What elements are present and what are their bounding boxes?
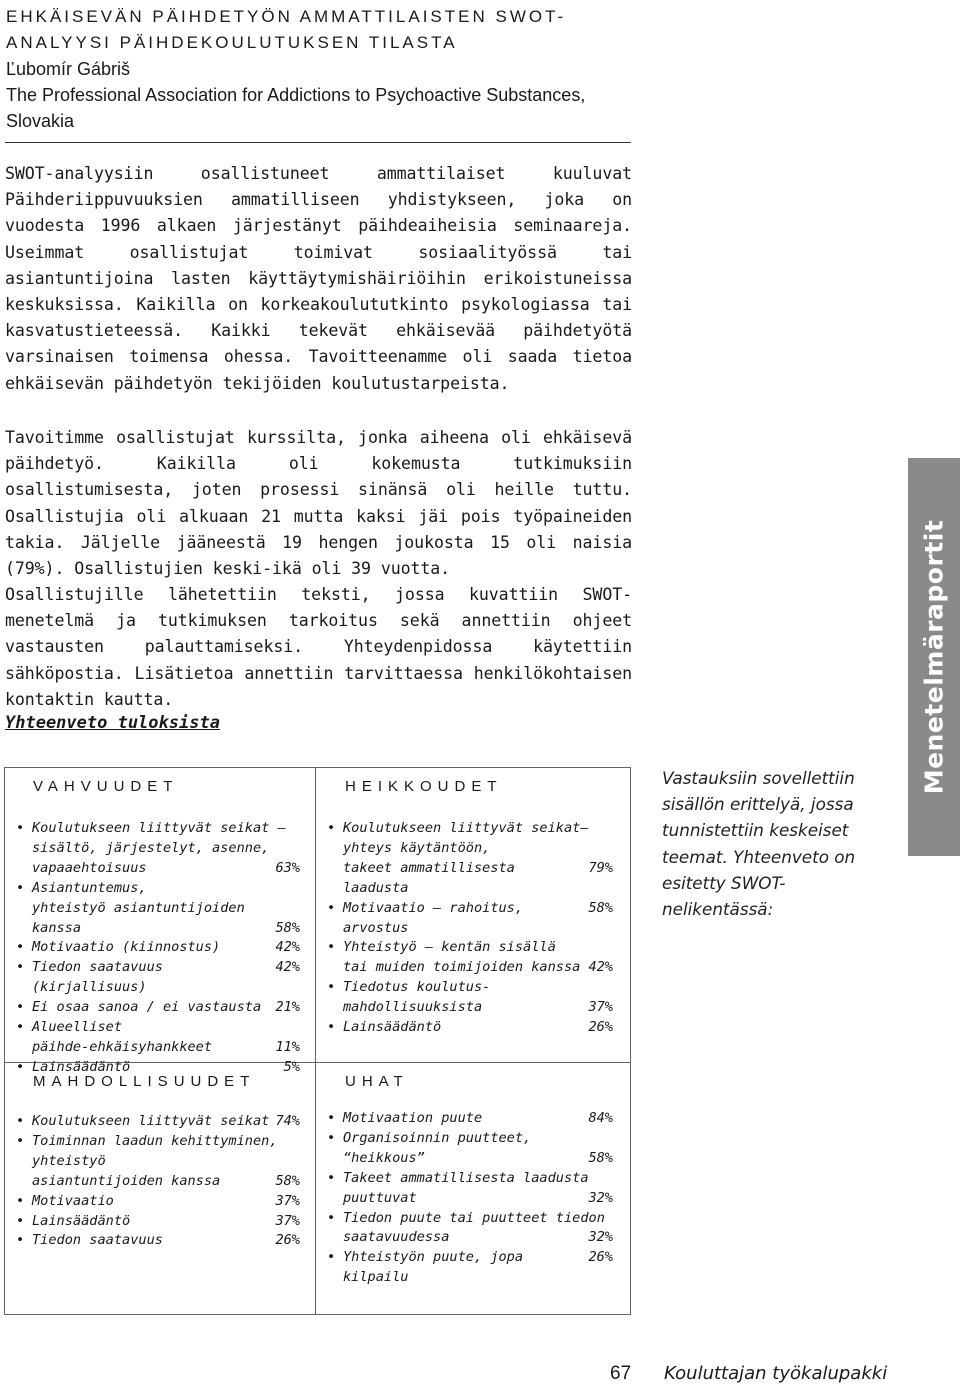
swot-item-text: tai muiden toimijoiden kanssa bbox=[343, 959, 581, 976]
swot-item-line bbox=[343, 1109, 613, 1129]
swot-item-text: asiantuntijoiden kanssa bbox=[32, 1172, 221, 1189]
swot-item-line bbox=[343, 859, 613, 899]
swot-item-line bbox=[343, 1018, 613, 1038]
swot-item-line bbox=[343, 998, 613, 1018]
swot-item-line bbox=[32, 958, 300, 998]
swot-item-text: • Tiedon puute tai puutteet tiedon bbox=[343, 1209, 605, 1226]
swot-item-line bbox=[343, 1209, 613, 1229]
paragraph-2: Tavoitimme osallistujat kurssilta, jonka aiheena oli ehkäisevä päihdetyö. Kaikilla oli kokemusta tutkimuksiin osallistumisesta, joten prosessi sinänsä oli heille tuttu. Osallistujia oli alkuaan 21 mutta kaksi jäi pois työpaineiden takia. Jäljelle jääneestä 19 hengen joukosta 15 oli naisia (79%). Osallistujien keski-ikä oli 39 vuotta. bbox=[5, 428, 632, 579]
swot-item-percentage: 26% bbox=[588, 1249, 613, 1266]
page-number: 67 bbox=[610, 1363, 632, 1384]
swot-item-text: • Yhteistyö – kentän sisällä bbox=[343, 939, 556, 956]
swot-item-text: takeet ammatillisesta laadusta bbox=[343, 859, 515, 896]
swot-item-text: yhteys käytäntöön, bbox=[343, 839, 491, 856]
swot-item-percentage: 74% bbox=[275, 1113, 300, 1129]
swot-item-line bbox=[343, 1248, 613, 1288]
swot-item-percentage: 58% bbox=[275, 1172, 300, 1189]
swot-item bbox=[325, 1018, 613, 1038]
swot-item bbox=[325, 1109, 613, 1129]
swot-item-text: yhteistyö bbox=[32, 1152, 106, 1169]
weaknesses-list bbox=[325, 819, 613, 1038]
paragraph-1: SWOT-analyysiin osallistuneet ammattilaiset kuuluvat Päihderiippuvuuksien ammatilliseen yhdistykseen, joka on vuodesta 1996 alkaen järjestänyt päihdeaiheisia seminaareja. Useimmat osallistujat toimivat sosiaalityössä tai asiantuntijoina lasten käyttäytymishäiriöihin erikoistuneissa keskuksissa. Kaikilla on korkeakoulututkinto psykologiassa tai kasvatustieteessä. Kaikki tekevät ehkäisevää päihdetyötä varsinaisen toimensa ohessa. Tavoitteenamme oli saada tietoa ehkäisevän päihdetyön tekijöiden koulutustarpeista. bbox=[5, 164, 632, 393]
title-line-1: EHKÄISEVÄN PÄIHDETYÖN AMMATTILAISTEN SWOT- bbox=[6, 7, 567, 26]
swot-item-text: • Tiedon saatavuus bbox=[32, 1232, 163, 1249]
publication-title: Kouluttajan työkalupakki bbox=[664, 1363, 888, 1384]
swot-item-line bbox=[32, 819, 300, 839]
swot-item-text: • Koulutukseen liittyvät seikat — bbox=[32, 820, 286, 836]
swot-item-percentage: 37% bbox=[275, 1192, 300, 1209]
swot-item-text: yhteistyö asiantuntijoiden bbox=[32, 899, 245, 916]
title-divider bbox=[5, 142, 631, 143]
swot-item bbox=[14, 1212, 300, 1232]
swot-item-text: • Asiantuntemus, bbox=[32, 879, 147, 896]
swot-item bbox=[325, 899, 613, 939]
swot-item bbox=[14, 1192, 300, 1212]
swot-item-line bbox=[32, 1152, 300, 1172]
swot-item-text: • Organisoinnin puutteet, bbox=[343, 1129, 532, 1146]
swot-item bbox=[14, 1132, 300, 1192]
swot-item-percentage: 21% bbox=[275, 999, 300, 1016]
swot-item-text: • Ei osaa sanoa / ei vastausta bbox=[32, 999, 262, 1016]
swot-item bbox=[14, 879, 300, 939]
swot-item-line bbox=[32, 1172, 300, 1192]
swot-item-text: • Lainsäädäntö bbox=[32, 1212, 131, 1229]
swot-item-line bbox=[343, 1228, 613, 1248]
swot-item-line bbox=[32, 899, 300, 919]
results-subheading: Yhteenveto tuloksista bbox=[5, 713, 220, 733]
paragraph-3: Osallistujille lähetettiin teksti, jossa kuvattiin SWOT-menetelmä ja tutkimuksen tarkoitus sekä annettiin ohjeet vastausten palauttamiseksi. Yhteydenpidossa käytettiin sähköpostia. Lisätietoa annettiin tarvittaessa henkilökohtaisen kontaktin kautta. bbox=[5, 585, 632, 709]
swot-item-percentage: 84% bbox=[588, 1110, 613, 1126]
threats-list bbox=[325, 1109, 613, 1288]
swot-item-percentage: 32% bbox=[588, 1229, 613, 1246]
section-tab-label: Menetelmäraportit bbox=[919, 519, 949, 795]
swot-item-text: • Motivaatio – rahoitus, arvostus bbox=[343, 899, 524, 936]
author: Ľubomír Gábriš bbox=[6, 59, 131, 79]
swot-item-text: • Toiminnan laadun kehittyminen, bbox=[32, 1132, 278, 1149]
swot-vertical-divider bbox=[315, 767, 316, 1315]
swot-item-percentage: 37% bbox=[588, 999, 613, 1016]
swot-item-text: • Motivaatio (kiinnostus) bbox=[32, 939, 221, 956]
swot-item-text: sisältö, järjestelyt, asenne, bbox=[32, 839, 270, 856]
swot-item bbox=[14, 998, 300, 1018]
swot-item-percentage: 11% bbox=[275, 1038, 300, 1055]
swot-item bbox=[14, 819, 300, 879]
swot-item-text: • Koulutukseen liittyvät seikat bbox=[32, 1113, 270, 1129]
swot-item-line bbox=[32, 919, 300, 939]
swot-item bbox=[14, 1231, 300, 1251]
swot-item-text: vapaaehtoisuus bbox=[32, 859, 147, 876]
swot-item-line bbox=[32, 859, 300, 879]
swot-item-text: • Motivaatio bbox=[32, 1192, 114, 1209]
swot-item-line bbox=[343, 899, 613, 939]
side-note: Vastauksiin sovellettiin sisällön erittelyä, jossa tunnistettiin keskeiset teemat. Yhteenveto on esitetty SWOT-nelikentässä: bbox=[662, 768, 856, 920]
swot-item bbox=[325, 1248, 613, 1288]
swot-item bbox=[14, 958, 300, 998]
swot-item-percentage: 63% bbox=[275, 859, 300, 876]
swot-item-line bbox=[32, 1038, 300, 1058]
swot-item-percentage: 26% bbox=[588, 1019, 613, 1036]
swot-item bbox=[325, 819, 613, 899]
swot-item-percentage: 58% bbox=[588, 899, 613, 916]
swot-item-line bbox=[343, 938, 613, 958]
organization bbox=[6, 82, 631, 134]
swot-item-text: mahdollisuuksista bbox=[343, 999, 483, 1016]
organization-line-2: Slovakia bbox=[6, 111, 75, 131]
swot-item-text: päihde-ehkäisyhankkeet bbox=[32, 1038, 213, 1055]
swot-item-percentage: 42% bbox=[588, 959, 613, 976]
swot-item-line bbox=[343, 839, 613, 859]
swot-item-line bbox=[343, 819, 613, 839]
swot-item-percentage: 42% bbox=[275, 959, 300, 976]
title-line-2: ANALYYSI PÄIHDEKOULUTUKSEN TILASTA bbox=[6, 33, 458, 52]
swot-item bbox=[325, 938, 613, 978]
swot-item-line bbox=[343, 1169, 613, 1189]
strengths-list bbox=[14, 819, 300, 1078]
swot-item bbox=[325, 1209, 613, 1249]
swot-item-line bbox=[343, 1189, 613, 1209]
swot-item bbox=[325, 1169, 613, 1209]
swot-item bbox=[325, 1129, 613, 1169]
swot-item-line bbox=[32, 1132, 300, 1152]
swot-item-text: • Tiedotus koulutus- bbox=[343, 979, 491, 996]
swot-item-percentage: 58% bbox=[588, 1149, 613, 1166]
swot-item bbox=[14, 938, 300, 958]
threats-title: UHAT bbox=[345, 1073, 409, 1090]
organization-line-1: The Professional Association for Addictions to Psychoactive Substances, bbox=[6, 85, 586, 105]
section-tab bbox=[908, 458, 960, 856]
swot-item-text: “heikkous” bbox=[343, 1149, 425, 1166]
swot-item-text: • Lainsäädäntö bbox=[343, 1019, 442, 1036]
swot-item-line bbox=[343, 1149, 613, 1169]
swot-item-line bbox=[32, 1112, 300, 1132]
swot-item bbox=[14, 1112, 300, 1132]
swot-item-line bbox=[32, 879, 300, 899]
swot-item bbox=[325, 978, 613, 1018]
swot-item-line bbox=[32, 998, 300, 1018]
swot-item-text: • Takeet ammatillisesta laadusta bbox=[343, 1169, 589, 1186]
opportunities-title: MAHDOLLISUUDET bbox=[33, 1073, 256, 1090]
swot-item-line bbox=[343, 958, 613, 978]
opportunities-list bbox=[14, 1112, 300, 1251]
swot-item-text: • Tiedon saatavuus (kirjallisuus) bbox=[32, 959, 163, 996]
swot-item-line bbox=[32, 839, 300, 859]
swot-item-text: • Alueelliset bbox=[32, 1019, 123, 1036]
swot-item-percentage: 58% bbox=[275, 919, 300, 936]
swot-item-percentage: 37% bbox=[275, 1212, 300, 1229]
swot-item-text: • Motivaation puute bbox=[343, 1110, 483, 1126]
swot-item-percentage: 42% bbox=[275, 939, 300, 956]
swot-item-percentage: 26% bbox=[275, 1232, 300, 1249]
swot-item-percentage: 79% bbox=[588, 859, 613, 876]
swot-item-line bbox=[32, 1212, 300, 1232]
swot-item-text: puuttuvat bbox=[343, 1189, 417, 1206]
swot-item-text: • Koulutukseen liittyvät seikat– bbox=[343, 820, 589, 836]
swot-item-line bbox=[32, 1192, 300, 1212]
swot-item-text: • Lainsäädäntö bbox=[32, 1058, 131, 1075]
swot-item-line bbox=[32, 1231, 300, 1251]
swot-item-line bbox=[32, 1018, 300, 1038]
swot-item-text: kanssa bbox=[32, 919, 82, 936]
swot-item-line bbox=[343, 978, 613, 998]
article-title bbox=[6, 4, 626, 56]
swot-item-line bbox=[32, 938, 300, 958]
swot-item-text: • Yhteistyön puute, jopa kilpailu bbox=[343, 1249, 524, 1286]
swot-item-text: saatavuudessa bbox=[343, 1229, 450, 1246]
strengths-title: VAHVUUDET bbox=[33, 778, 179, 795]
swot-item bbox=[14, 1018, 300, 1058]
swot-item-percentage: 32% bbox=[588, 1189, 613, 1206]
swot-item-percentage: 5% bbox=[283, 1058, 300, 1075]
weaknesses-title: HEIKKOUDET bbox=[345, 778, 503, 795]
swot-item-line bbox=[343, 1129, 613, 1149]
